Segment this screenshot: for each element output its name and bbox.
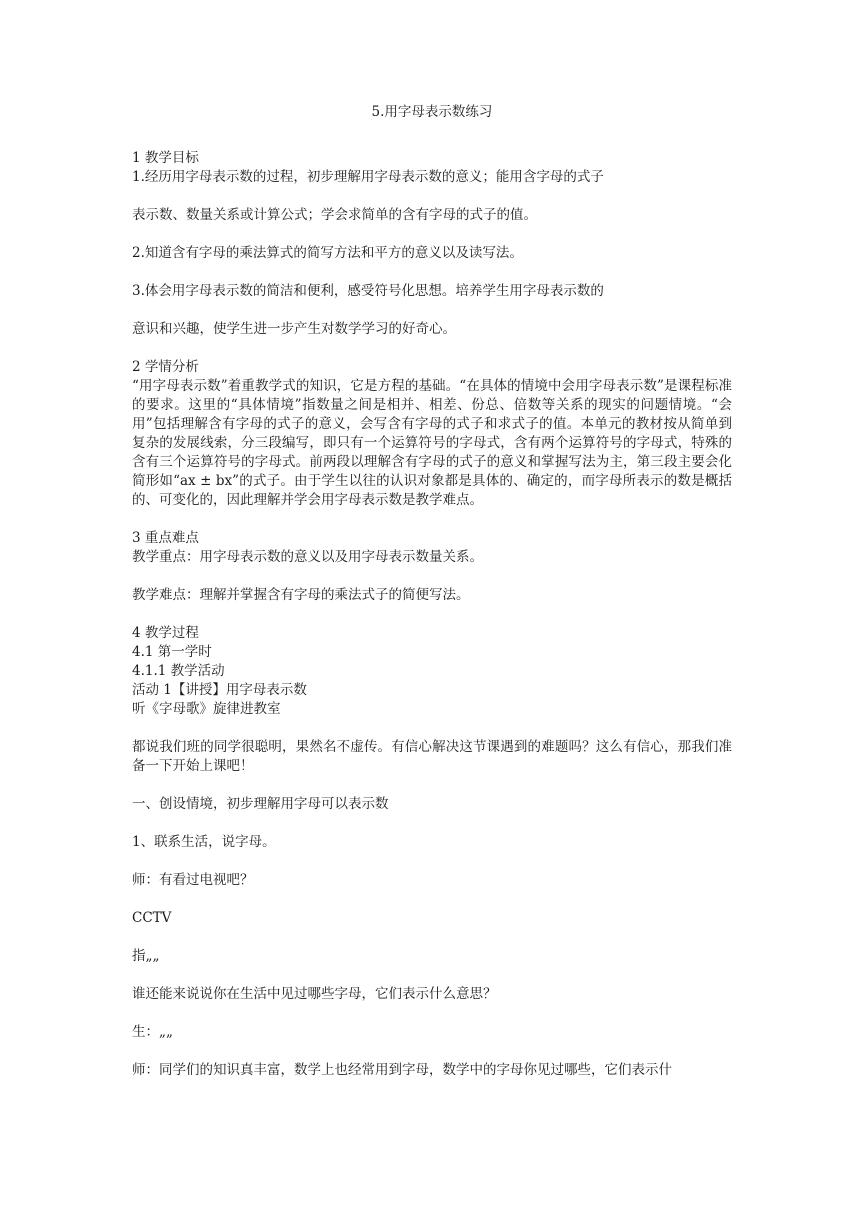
dialogue-point: 指„„: [132, 948, 160, 964]
analysis-paragraph: “用字母表示数”着重教学式的知识，它是方程的基础。“在具体的情境中会用字母表示数”是课程标准的要求。这里的“具体情境”指数量之间是相并、相差、份总、倍数等关系的现实的问题情境。“会用”包括理解含有字母的式子的意义，会写含有字母的式子和求式子的值。本单元的教材按从简单到复杂的发展线索，分三段编写，即只有一个运算符号的字母式，含有两个运算符号的字母式，特殊的含有三个运算符号的字母式。前两段以理解含有字母的式子的意义和掌握写法为主，第三段主要会化简形如“ax ± bx”的式子。由于学生以往的认识对象都是具体的、确定的，而字母所表示的数是概括的、可变化的，因此理解并学会用字母表示数是教学难点。: [132, 378, 732, 508]
dialogue-question: 谁还能来说说你在生活中见过哪些字母，它们表示什么意思？: [132, 986, 497, 1002]
key-point: 教学重点：用字母表示数的意义以及用字母表示数量关系。: [132, 549, 483, 565]
objective-3-line-2: 意识和兴趣，使学生进一步产生对数学学习的好奇心。: [132, 321, 456, 337]
objective-1-line-2: 表示数、数量关系或计算公式；学会求简单的含有字母的式子的值。: [132, 207, 537, 223]
process-step-heading: 一、创设情境，初步理解用字母可以表示数: [132, 796, 389, 812]
difficult-point: 教学难点：理解并掌握含有字母的乘法式子的简便写法。: [132, 587, 470, 603]
process-paragraph-1: 都说我们班的同学很聪明，果然名不虚传。有信心解决这节课遇到的难题吗？这么有信心，那我们准备一下开始上课吧！: [132, 739, 732, 774]
dialogue-teacher-2: 师：同学们的知识真丰富，数学上也经常用到字母，数学中的字母你见过哪些，它们表示什: [132, 1062, 672, 1078]
section-heading-process: 4 教学过程: [132, 625, 199, 641]
lesson-period: 4.1 第一学时: [132, 644, 212, 660]
dialogue-student: 生：„„: [132, 1024, 173, 1040]
objective-2: 2.知道含有字母的乘法算式的简写方法和平方的意义以及读写法。: [132, 245, 523, 261]
objective-1-line-1: 1.经历用字母表示数的过程，初步理解用字母表示数的意义；能用含字母的式子: [132, 169, 604, 185]
activity-intro: 听《字母歌》旋律进教室: [132, 701, 281, 717]
document-title: 5.用字母表示数练习: [371, 104, 493, 120]
section-heading-analysis: 2 学情分析: [132, 359, 199, 375]
dialogue-teacher-1: 师：有看过电视吧？: [132, 872, 254, 888]
section-heading-objectives: 1 教学目标: [132, 150, 199, 166]
teaching-activity-heading: 4.1.1 教学活动: [132, 663, 225, 679]
activity-1-title: 活动 1【讲授】用字母表示数: [132, 682, 307, 698]
document-body: [132, 103, 732, 1080]
dialogue-cctv: CCTV: [132, 910, 172, 926]
objective-3-line-1: 3.体会用字母表示数的简洁和便利，感受符号化思想。培养学生用字母表示数的: [132, 283, 604, 299]
process-substep-1: 1、联系生活，说字母。: [132, 834, 276, 850]
section-heading-key-points: 3 重点难点: [132, 530, 199, 546]
